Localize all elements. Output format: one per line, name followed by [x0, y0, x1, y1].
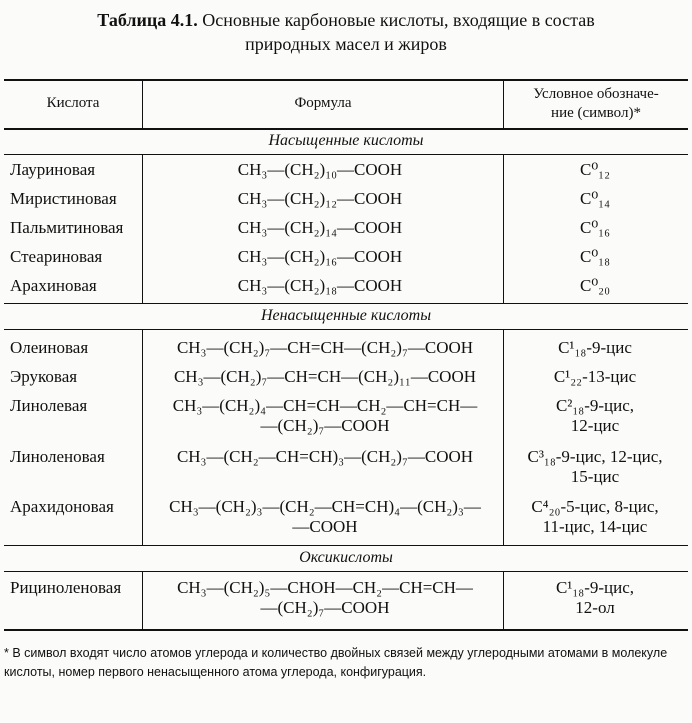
- bottom-rule: [4, 629, 688, 631]
- acid-formula: CH₃—(CH₂)₁₀—COOH: [237, 160, 403, 179]
- symbol-line2: 15-цис: [570, 467, 620, 486]
- acid-formula: CH₃—(CH₂)₁₈—COOH: [237, 276, 403, 295]
- acid-formula: CH₃—(CH₂)₁₂—COOH: [237, 189, 403, 208]
- acid-symbol: [505, 396, 685, 436]
- symbol-line1: C²₁₈-9-цис,: [555, 396, 635, 415]
- acid-name: Линоленовая: [10, 447, 105, 466]
- acid-name: Линолевая: [10, 396, 88, 415]
- symbol-line2: 12-цис: [570, 416, 620, 435]
- section-rule-2b: [4, 329, 688, 330]
- col-divider-2-sat: [503, 155, 504, 303]
- acid-formula: [140, 497, 510, 537]
- acid-formula: CH₃—(CH₂—CH=CH)₃—(CH₂)₇—COOH: [176, 447, 474, 466]
- acid-name: Олеиновая: [10, 338, 89, 357]
- acid-symbol: C⁰₁₂: [579, 160, 610, 179]
- header-formula: Формула: [294, 95, 352, 111]
- symbol-line2: 12-ол: [575, 598, 615, 617]
- acid-name: Лауриновая: [10, 160, 96, 179]
- acid-name: Пальмитиновая: [10, 218, 124, 237]
- acid-symbol: [505, 497, 685, 537]
- acid-formula: [140, 396, 510, 436]
- section-rule-3b: [4, 571, 688, 572]
- acid-name: Арахиновая: [10, 276, 97, 295]
- table-caption: [0, 8, 692, 56]
- header-symbol: [504, 85, 688, 123]
- formula-line2: —(CH₂)₇—COOH: [260, 416, 390, 435]
- section-hydroxy: Оксикислоты: [299, 549, 393, 566]
- acid-formula: [140, 578, 510, 618]
- acid-symbol: C⁰₁₆: [579, 218, 610, 237]
- acid-name: Эруковая: [10, 367, 78, 386]
- symbol-line1: C³₁₈-9-цис, 12-цис,: [527, 447, 663, 466]
- formula-line1: CH₃—(CH₂)₅—CHOH—CH₂—CH=CH—: [177, 578, 473, 597]
- acid-symbol: [505, 447, 685, 487]
- table-number: Таблица 4.1.: [97, 10, 198, 30]
- acid-symbol: C⁰₁₈: [579, 247, 610, 266]
- header-symbol-line1: Условное обозначе-: [533, 86, 659, 102]
- acid-symbol: C¹₂₂-13-цис: [553, 367, 637, 386]
- table-title-line2: природных масел и жиров: [245, 34, 447, 54]
- acid-formula: CH₃—(CH₂)₇—CH=CH—(CH₂)₁₁—COOH: [173, 367, 477, 386]
- symbol-line1: C⁴₂₀-5-цис, 8-цис,: [531, 497, 659, 516]
- acid-name: Рицинoленовая: [10, 578, 122, 597]
- footnote: * В символ входят число атомов углерода и количество двойных связей между углеродными атомами в молекуле кислоты, номер первого ненасыщенного атома углерода, конфигурация.: [4, 646, 668, 679]
- acid-formula: CH₃—(CH₂)₁₆—COOH: [237, 247, 403, 266]
- acid-symbol: C¹₁₈-9-цис: [558, 338, 632, 357]
- acid-formula: CH₃—(CH₂)₇—CH=CH—(CH₂)₇—COOH: [176, 338, 474, 357]
- header-symbol-line2: ние (символ)*: [551, 105, 641, 121]
- header-rule: [4, 128, 688, 130]
- acid-symbol: C⁰₁₄: [579, 189, 610, 208]
- symbol-line1: C¹₁₈-9-цис,: [555, 578, 635, 597]
- acid-symbol: C⁰₂₀: [579, 276, 610, 295]
- acid-formula: CH₃—(CH₂)₁₄—COOH: [237, 218, 403, 237]
- formula-line1: CH₃—(CH₂)₄—CH=CH—CH₂—CH=CH—: [172, 396, 478, 415]
- header-acid: Кислота: [46, 95, 100, 111]
- section-saturated: Насыщенные кислоты: [268, 132, 424, 149]
- acid-name: Миристиновая: [10, 189, 117, 208]
- section-rule-1: [4, 154, 688, 155]
- acid-name: Арахидоновая: [10, 497, 114, 516]
- formula-line1: CH₃—(CH₂)₃—(CH₂—CH=CH)₄—(CH₂)₃—: [169, 497, 481, 516]
- formula-line2: —COOH: [292, 517, 358, 536]
- symbol-line2: 11-цис, 14-цис: [542, 517, 648, 536]
- top-rule: [4, 79, 688, 81]
- section-unsaturated: Ненасыщенные кислоты: [260, 307, 432, 324]
- section-rule-3a: [4, 545, 688, 546]
- section-rule-2a: [4, 303, 688, 304]
- formula-line2: —(CH₂)₇—COOH: [260, 598, 390, 617]
- acid-name: Стеариновая: [10, 247, 103, 266]
- table-title: Основные карбоновые кислоты, входящие в состав: [202, 10, 595, 30]
- acid-symbol: [505, 578, 685, 618]
